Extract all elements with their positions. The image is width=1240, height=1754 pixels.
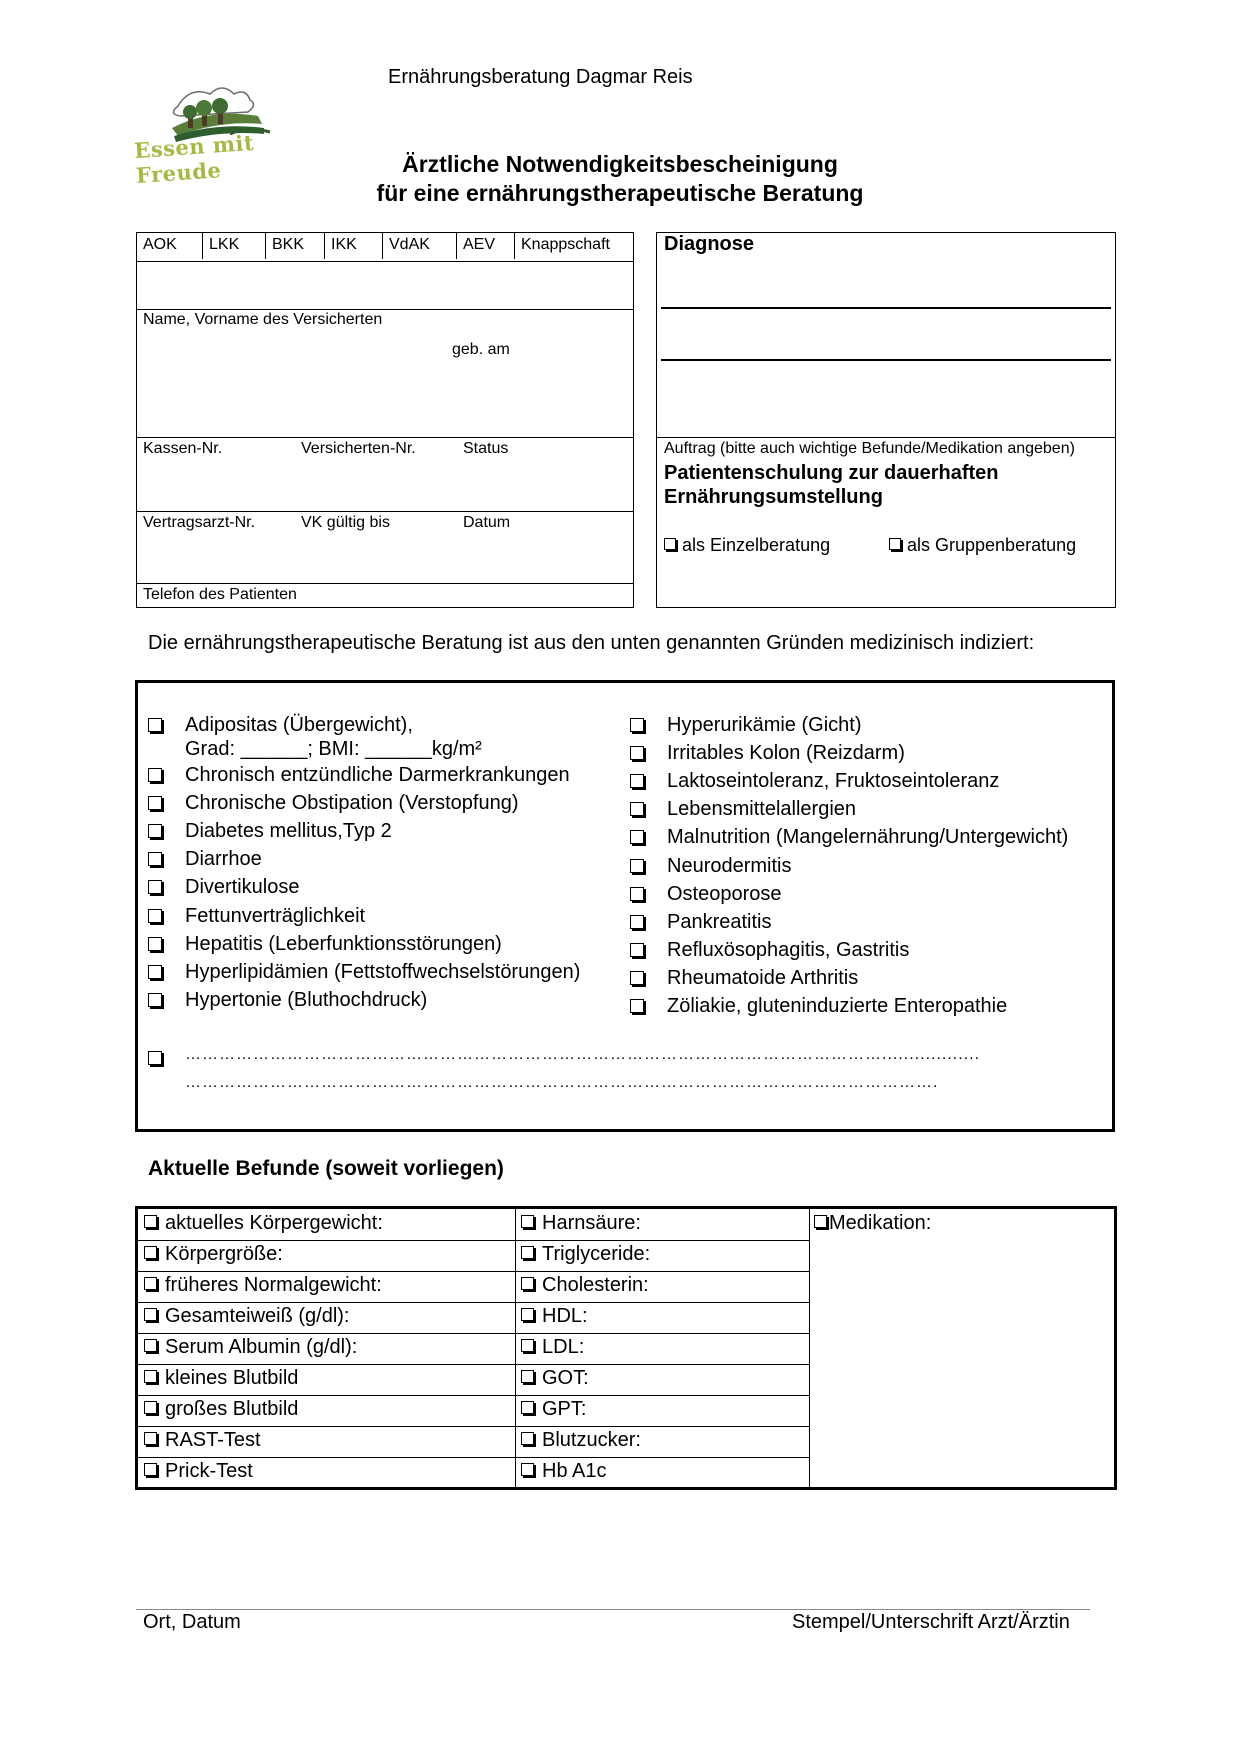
diagnose-box — [656, 232, 1116, 608]
checkbox[interactable] — [144, 1339, 157, 1352]
checkbox[interactable] — [521, 1215, 534, 1228]
medikation-label: Medikation: — [829, 1212, 932, 1234]
signature-line — [136, 1609, 1090, 1610]
row-divider — [138, 1457, 809, 1458]
column-divider — [809, 1209, 810, 1487]
kasse-bkk[interactable]: BKK — [266, 233, 325, 259]
befund-label: LDL: — [542, 1336, 585, 1358]
befund-cell[interactable] — [144, 1243, 283, 1266]
indication-label: Refluxösophagitis, Gastritis — [667, 938, 910, 961]
kassen-nr-label: Kassen-Nr. — [143, 440, 223, 457]
checkbox[interactable] — [521, 1339, 534, 1352]
indication-label: Hyperurikämie (Gicht) — [667, 714, 862, 736]
row-divider — [138, 1364, 809, 1365]
checkbox[interactable] — [630, 887, 644, 901]
befund-cell[interactable] — [521, 1243, 650, 1266]
checkbox[interactable] — [521, 1277, 534, 1290]
option-gruppe-label: als Gruppenberatung — [907, 535, 1077, 555]
indication-label: Chronische Obstipation (Verstopfung) — [185, 792, 519, 815]
kasse-knappschaft[interactable]: Knappschaft — [521, 236, 610, 253]
befund-label: GPT: — [542, 1398, 587, 1420]
row-divider — [138, 1333, 809, 1334]
befund-label: RAST-Test — [165, 1429, 261, 1451]
indication-label: Laktoseintoleranz, Fruktoseintoleranz — [667, 770, 1000, 793]
indication-label: Hyperlipidämien (Fettstoffwechselstörungen) — [185, 960, 581, 983]
checkbox[interactable] — [148, 768, 162, 782]
practice-name: Ernährungsberatung Dagmar Reis — [388, 66, 693, 88]
befund-cell[interactable] — [521, 1367, 589, 1390]
befund-label: Serum Albumin (g/dl): — [165, 1336, 358, 1358]
form-title-line1: Ärztliche Notwendigkeitsbescheinigung — [402, 151, 838, 177]
checkbox[interactable] — [148, 1051, 162, 1065]
checkbox[interactable] — [144, 1370, 157, 1383]
checkbox[interactable] — [630, 746, 644, 760]
checkbox[interactable] — [630, 971, 644, 985]
befund-cell[interactable] — [144, 1274, 382, 1297]
befund-label: Körpergröße: — [165, 1243, 283, 1265]
checkbox[interactable] — [148, 796, 162, 810]
column-divider — [515, 1209, 516, 1487]
divider — [137, 511, 633, 512]
befunde-title: Aktuelle Befunde (soweit vorliegen) — [148, 1157, 504, 1180]
checkbox[interactable] — [630, 718, 644, 732]
auftrag-label: Auftrag (bitte auch wichtige Befunde/Medikation angeben) — [664, 440, 1075, 457]
indication-label: Diarrhoe — [185, 848, 262, 871]
option-einzel[interactable] — [664, 535, 830, 556]
befund-cell[interactable] — [144, 1398, 298, 1421]
checkbox[interactable] — [144, 1432, 157, 1445]
logo-text: Essen mit Freude — [133, 129, 255, 189]
befund-label: Cholesterin: — [542, 1274, 649, 1296]
checkbox[interactable] — [148, 852, 162, 866]
row-divider — [138, 1271, 809, 1272]
indication-label: Hypertonie (Bluthochdruck) — [185, 988, 428, 1011]
option-gruppe[interactable] — [889, 535, 1076, 556]
checkbox[interactable] — [664, 538, 676, 550]
befund-label: früheres Normalgewicht: — [165, 1274, 382, 1296]
row-divider — [138, 1426, 809, 1427]
checkbox[interactable] — [630, 774, 644, 788]
indication-label: Irritables Kolon (Reizdarm) — [667, 742, 905, 765]
befund-cell[interactable] — [144, 1305, 350, 1328]
dob-label: geb. am — [452, 341, 510, 358]
checkbox[interactable] — [148, 909, 162, 923]
datum-label: Datum — [463, 514, 511, 531]
divider — [137, 437, 633, 438]
kasse-aev[interactable]: AEV — [457, 233, 515, 259]
indication-label: Osteoporose — [667, 882, 782, 905]
checkbox[interactable] — [148, 880, 162, 894]
status-label: Status — [463, 440, 509, 457]
befund-label: Prick-Test — [165, 1460, 253, 1482]
befund-cell[interactable] — [144, 1212, 383, 1235]
row-divider — [138, 1302, 809, 1303]
befund-cell[interactable] — [521, 1336, 584, 1359]
checkbox[interactable] — [144, 1246, 157, 1259]
befund-label: aktuelles Körpergewicht: — [165, 1212, 383, 1234]
form-title-line2: für eine ernährungstherapeutische Beratung — [376, 180, 864, 206]
checkbox[interactable] — [144, 1401, 157, 1414]
indication-label: Chronisch entzündliche Darmerkrankungen — [185, 764, 570, 786]
befund-cell[interactable] — [144, 1336, 357, 1359]
checkbox[interactable] — [630, 802, 644, 816]
checkbox[interactable] — [521, 1308, 534, 1321]
checkbox[interactable] — [889, 538, 901, 550]
schulung-line1: Patientenschulung zur dauerhaften — [664, 462, 999, 484]
befund-label: Harnsäure: — [542, 1212, 641, 1234]
kassen-row — [137, 233, 633, 262]
checkbox[interactable] — [521, 1432, 534, 1445]
checkbox[interactable] — [521, 1246, 534, 1259]
schulung-line2: Ernährungsumstellung — [664, 486, 883, 508]
vk-label: VK gültig bis — [301, 514, 390, 531]
checkbox[interactable] — [521, 1463, 534, 1476]
checkbox[interactable] — [521, 1401, 534, 1414]
divider — [137, 583, 633, 584]
befund-cell[interactable] — [144, 1429, 261, 1452]
befund-label: Hb A1c — [542, 1460, 607, 1482]
indication-label: Adipositas (Übergewicht), — [185, 714, 413, 736]
checkbox[interactable] — [148, 965, 162, 979]
checkbox[interactable] — [521, 1370, 534, 1383]
versicherten-nr-label: Versicherten-Nr. — [301, 440, 416, 457]
indication-label: Divertikulose — [185, 876, 300, 899]
indication-label: Malnutrition (Mangelernährung/Untergewicht) — [667, 826, 1069, 849]
befund-label: GOT: — [542, 1367, 589, 1389]
insurance-box — [136, 232, 634, 608]
befund-cell[interactable] — [521, 1305, 588, 1328]
befund-cell[interactable] — [521, 1460, 606, 1483]
divider — [137, 309, 633, 310]
telefon-label: Telefon des Patienten — [143, 586, 297, 603]
checkbox[interactable] — [144, 1215, 157, 1228]
befund-label: großes Blutbild — [165, 1398, 299, 1420]
diagnose-line-2[interactable] — [661, 359, 1111, 361]
indication-intro: Die ernährungstherapeutische Beratung ist aus den unten genannten Gründen medizinisch indiziert: — [148, 632, 1035, 654]
befund-label: HDL: — [542, 1305, 588, 1327]
medikation-cell[interactable] — [814, 1212, 931, 1235]
option-einzel-label: als Einzelberatung — [682, 535, 831, 555]
checkbox[interactable] — [144, 1463, 157, 1476]
diagnose-title: Diagnose — [664, 233, 755, 255]
kasse-vdak[interactable]: VdAK — [383, 233, 457, 259]
divider — [657, 437, 1115, 438]
kasse-ikk[interactable]: IKK — [325, 233, 383, 259]
befund-label: Blutzucker: — [542, 1429, 641, 1451]
indication-label: Rheumatoide Arthritis — [667, 966, 859, 989]
indication-label: Lebensmittelallergien — [667, 798, 857, 821]
indication-label: Fettunverträglichkeit — [185, 904, 366, 927]
checkbox[interactable] — [630, 915, 644, 929]
row-divider — [138, 1240, 809, 1241]
indication-label: Zöliakie, gluteninduzierte Enteropathie — [667, 995, 1008, 1017]
befund-cell[interactable] — [144, 1367, 298, 1390]
checkbox[interactable] — [814, 1215, 827, 1228]
ort-datum-label: Ort, Datum — [143, 1611, 241, 1633]
checkbox[interactable] — [144, 1277, 157, 1290]
befund-cell[interactable] — [521, 1398, 586, 1421]
checkbox[interactable] — [148, 718, 162, 732]
adipositas-bmi-line[interactable]: Grad: ______; BMI: ______kg/m² — [185, 738, 482, 760]
checkbox[interactable] — [630, 943, 644, 957]
checkbox[interactable] — [630, 999, 644, 1013]
stempel-label: Stempel/Unterschrift Arzt/Ärztin — [792, 1611, 1070, 1633]
befunde-table — [135, 1206, 1117, 1490]
befund-cell[interactable] — [144, 1460, 253, 1483]
kasse-lkk[interactable]: LKK — [203, 233, 266, 259]
indication-label: Diabetes mellitus,Typ 2 — [185, 820, 392, 843]
kasse-aok[interactable]: AOK — [137, 233, 203, 259]
checkbox[interactable] — [148, 824, 162, 838]
befund-cell[interactable] — [521, 1274, 649, 1297]
indication-label: Pankreatitis — [667, 910, 772, 933]
checkbox[interactable] — [148, 937, 162, 951]
name-label: Name, Vorname des Versicherten — [143, 311, 383, 328]
indications-box — [135, 680, 1115, 1132]
vertragsarzt-label: Vertragsarzt-Nr. — [143, 514, 256, 531]
befund-cell[interactable] — [521, 1212, 641, 1235]
checkbox[interactable] — [630, 859, 644, 873]
checkbox[interactable] — [630, 830, 644, 844]
diagnose-line-1[interactable] — [661, 307, 1111, 309]
befund-label: kleines Blutbild — [165, 1367, 299, 1389]
other-line-1[interactable]: …………………………………………………………………………………………………………….................. — [185, 1046, 981, 1063]
indication-label: Hepatitis (Leberfunktionsstörungen) — [185, 932, 502, 955]
befund-cell[interactable] — [521, 1429, 641, 1452]
indication-label: Neurodermitis — [667, 854, 792, 877]
checkbox[interactable] — [148, 993, 162, 1007]
befund-label: Triglyceride: — [542, 1243, 651, 1265]
checkbox[interactable] — [144, 1308, 157, 1321]
other-line-2[interactable]: ……………………………………………………………………………………………………………………. — [185, 1074, 939, 1091]
befund-label: Gesamteiweiß (g/dl): — [165, 1305, 350, 1327]
row-divider — [138, 1395, 809, 1396]
